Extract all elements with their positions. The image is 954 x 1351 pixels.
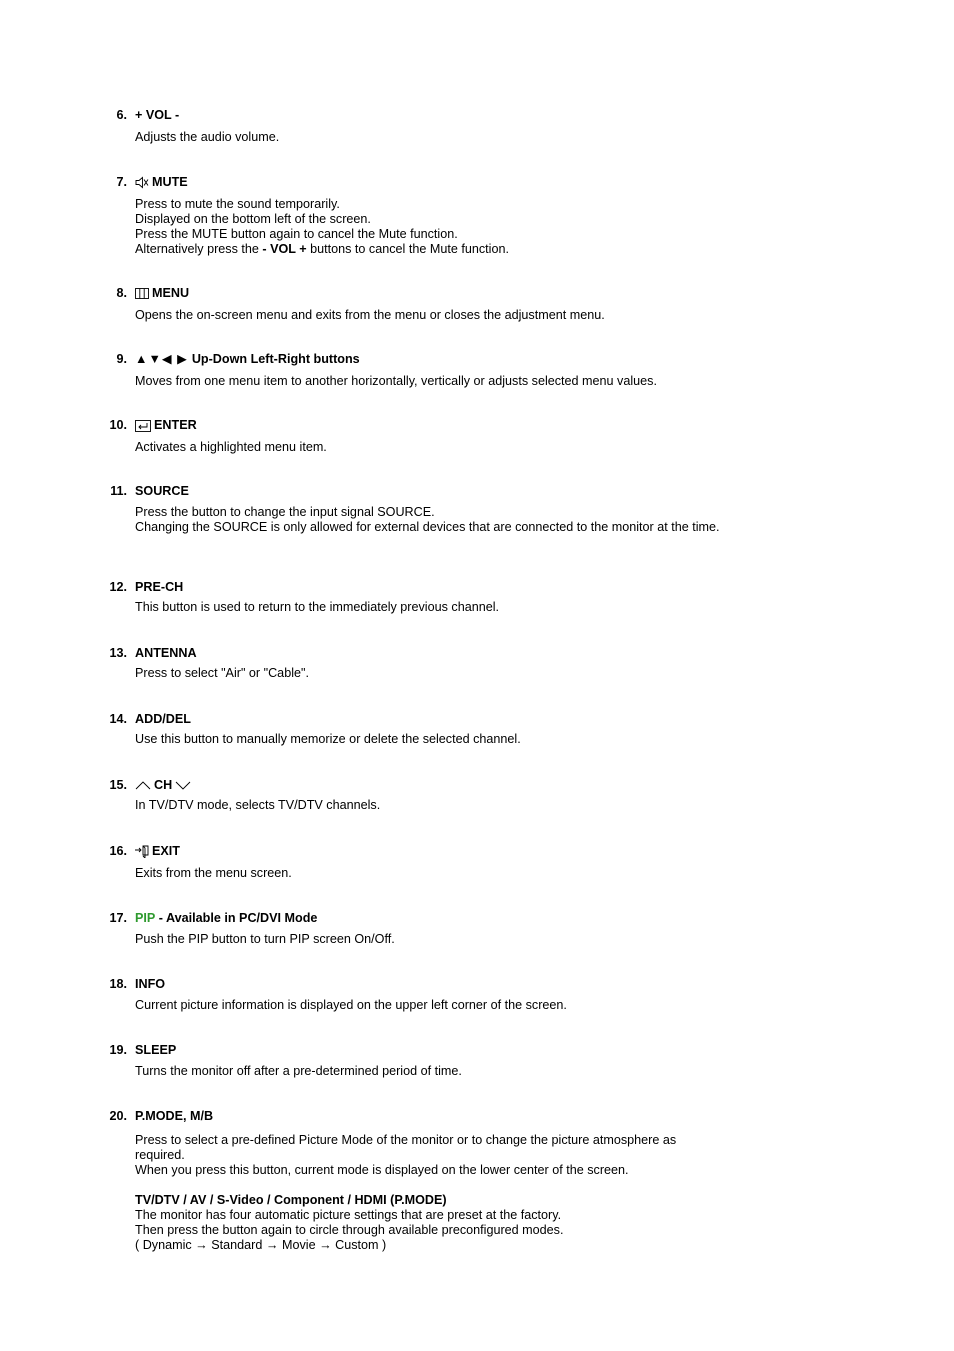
mute-speaker-icon <box>135 176 149 189</box>
item-title: PRE-CH <box>135 580 184 594</box>
desc-line: Exits from the menu screen. <box>135 866 292 880</box>
item-title <box>135 352 360 367</box>
desc-line: Displayed on the bottom left of the screen. <box>135 212 371 226</box>
item-number: 6. <box>116 108 127 122</box>
item-title: ANTENNA <box>135 646 197 660</box>
item-title: ADD/DEL <box>135 712 191 726</box>
item-description <box>135 130 725 145</box>
desc-line: Press to mute the sound temporarily. <box>135 197 340 211</box>
desc-line: Current picture information is displayed on the upper left corner of the screen. <box>135 998 567 1012</box>
item-title: + VOL - <box>135 108 180 122</box>
item-title <box>135 418 197 433</box>
item-number: 16. <box>109 844 127 858</box>
item-number: 20. <box>109 1109 127 1123</box>
pmode-subsection-title: TV/DTV / AV / S-Video / Component / HDMI (P.MODE) <box>135 1193 447 1207</box>
item-description <box>135 600 725 615</box>
desc-line: The monitor has four automatic picture settings that are preset at the factory. <box>135 1208 562 1222</box>
menu-title-text: MENU <box>152 286 190 300</box>
item-title <box>135 286 189 301</box>
item-description <box>135 1064 725 1079</box>
item-number: 18. <box>109 977 127 991</box>
item-number: 19. <box>109 1043 127 1057</box>
item-number: 8. <box>116 286 127 300</box>
exit-title-text: EXIT <box>152 844 180 858</box>
item-number: 10. <box>109 418 127 432</box>
item-description <box>135 374 725 389</box>
enter-title-text: ENTER <box>154 418 197 432</box>
ch-title-text: CH <box>154 778 173 792</box>
item-title: P.MODE, M/B <box>135 1109 214 1123</box>
item-description <box>135 732 725 747</box>
arrows-title-text: Up-Down Left-Right buttons <box>191 352 360 366</box>
desc-line: Press to select a pre-defined Picture Mode of the monitor or to change the picture atmosphere as required. <box>135 1133 677 1162</box>
item-description <box>135 998 725 1013</box>
desc-line: Then press the button again to circle through available preconfigured modes. <box>135 1223 564 1237</box>
desc-line: ( Dynamic → Standard → Movie → Custom ) <box>135 1238 387 1252</box>
desc-text: buttons to cancel the Mute function. <box>306 242 509 256</box>
desc-line: Press the button to change the input signal SOURCE. <box>135 505 435 519</box>
desc-line: Use this button to manually memorize or delete the selected channel. <box>135 732 521 746</box>
item-description <box>135 440 725 455</box>
arrow-keys-icon: ▲▼◀ ▶ <box>135 352 188 366</box>
item-title: INFO <box>135 977 166 991</box>
item-description <box>135 866 725 881</box>
item-title <box>135 175 188 190</box>
item-number: 7. <box>116 175 127 189</box>
desc-line: This button is used to return to the immediately previous channel. <box>135 600 500 614</box>
desc-line: Opens the on-screen menu and exits from the menu or closes the adjustment menu. <box>135 308 605 322</box>
item-number: 15. <box>109 778 127 792</box>
exit-icon <box>135 845 149 858</box>
item-description <box>135 666 725 681</box>
desc-line: Moves from one menu item to another horizontally, vertically or adjusts selected menu values. <box>135 374 657 388</box>
item-number: 11. <box>110 484 127 498</box>
channel-up-icon <box>135 781 151 790</box>
desc-line: Turns the monitor off after a pre-determined period of time. <box>135 1064 462 1078</box>
item-number: 14. <box>109 712 127 726</box>
item-title <box>135 911 317 926</box>
item-title <box>135 844 180 859</box>
mute-title-text: MUTE <box>152 175 188 189</box>
desc-line: Activates a highlighted menu item. <box>135 440 327 454</box>
item-description <box>135 798 725 813</box>
item-number: 13. <box>109 646 127 660</box>
item-description <box>135 932 725 947</box>
desc-line: Press the MUTE button again to cancel the Mute function. <box>135 227 458 241</box>
pip-title-rest: - Available in PC/DVI Mode <box>155 911 318 925</box>
item-title: SLEEP <box>135 1043 177 1057</box>
item-number: 12. <box>109 580 127 594</box>
item-number: 9. <box>116 352 127 366</box>
desc-line: Changing the SOURCE is only allowed for external devices that are connected to the monitor at the time. <box>135 520 720 534</box>
desc-line <box>135 242 725 257</box>
desc-line: In TV/DTV mode, selects TV/DTV channels. <box>135 798 381 812</box>
desc-line: Push the PIP button to turn PIP screen On/Off. <box>135 932 395 946</box>
item-title: SOURCE <box>135 484 189 498</box>
channel-down-icon <box>175 781 191 790</box>
item-description <box>135 505 725 535</box>
desc-text: Alternatively press the <box>135 242 263 256</box>
desc-line: When you press this button, current mode is displayed on the lower center of the screen. <box>135 1163 629 1177</box>
pmode-subsection <box>135 1193 725 1253</box>
desc-bold-text: - VOL + <box>262 242 307 256</box>
pip-title-green: PIP <box>135 911 156 925</box>
item-description <box>135 197 725 257</box>
desc-line: Adjusts the audio volume. <box>135 130 280 144</box>
item-title <box>135 778 194 793</box>
item-description <box>135 308 725 323</box>
enter-icon <box>135 420 151 432</box>
desc-line: Press to select "Air" or "Cable". <box>135 666 309 680</box>
menu-icon <box>135 288 149 299</box>
item-description <box>135 1133 725 1178</box>
item-number: 17. <box>109 911 127 925</box>
